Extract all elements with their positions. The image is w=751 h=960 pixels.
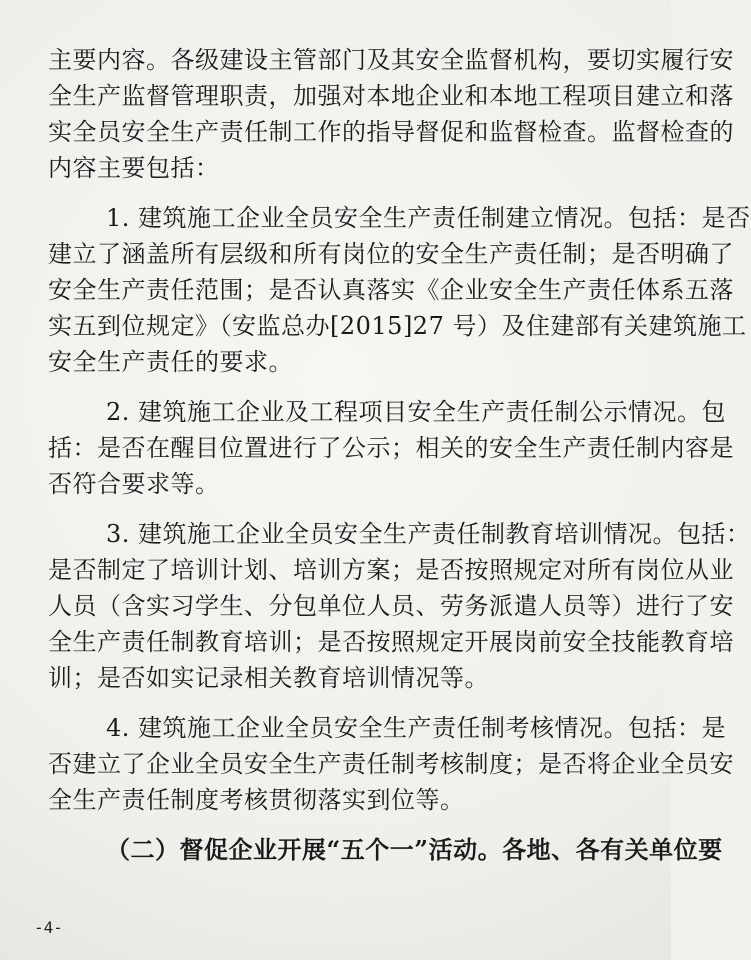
text-line: 实全员安全生产责任制工作的指导督促和监督检查。监督检查的 — [48, 118, 734, 146]
text-line: 4. 建筑施工企业全员安全生产责任制考核情况。包括：是 — [106, 714, 727, 742]
section-heading-line: （二）督促企业开展“五个一”活动。各地、各有关单位要 — [106, 835, 723, 864]
paragraph-spacer — [48, 696, 668, 710]
text-line: 否符合要求等。 — [48, 470, 220, 498]
text-line: 全生产监督管理职责，加强对本地企业和本地工程项目建立和落 — [48, 82, 734, 110]
text-line: 主要内容。各级建设主管部门及其安全监督机构，要切实履行安 — [48, 46, 734, 74]
text-line: 括：是否在醒目位置进行了公示；相关的安全生产责任制内容是 — [48, 434, 734, 462]
text-line: 否建立了企业全员安全生产责任制考核制度；是否将企业全员安 — [48, 750, 734, 778]
paragraph-spacer — [48, 380, 668, 394]
text-line: 2. 建筑施工企业及工程项目安全生产责任制公示情况。包 — [106, 398, 727, 426]
text-line: 全生产责任制教育培训；是否按照规定开展岗前安全技能教育培 — [48, 628, 734, 656]
text-line: 人员（含实习学生、分包单位人员、劳务派遣人员等）进行了安 — [48, 592, 734, 620]
document-body — [48, 42, 751, 868]
paragraph-spacer — [48, 502, 668, 516]
text-line: 3. 建筑施工企业全员安全生产责任制教育培训情况。包括： — [106, 520, 751, 548]
page-number: -4- — [34, 918, 63, 937]
text-line: 是否制定了培训计划、培训方案；是否按照规定对所有岗位从业 — [48, 556, 734, 584]
text-line: 安全生产责任范围；是否认真落实《企业安全生产责任体系五落 — [48, 276, 734, 304]
paragraph-spacer — [48, 186, 668, 200]
text-line: 实五到位规定》（安监总办[2015]27 号）及住建部有关建筑施工 — [48, 312, 747, 340]
text-line: 训；是否如实记录相关教育培训情况等。 — [48, 664, 489, 692]
text-line: 全生产责任制度考核贯彻落实到位等。 — [48, 786, 465, 814]
paragraph-spacer — [48, 818, 668, 832]
text-line: 建立了涵盖所有层级和所有岗位的安全生产责任制；是否明确了 — [48, 240, 734, 268]
text-line: 1. 建筑施工企业全员安全生产责任制建立情况。包括：是否 — [106, 204, 751, 232]
text-line: 安全生产责任的要求。 — [48, 348, 293, 376]
text-line: 内容主要包括： — [48, 154, 220, 182]
